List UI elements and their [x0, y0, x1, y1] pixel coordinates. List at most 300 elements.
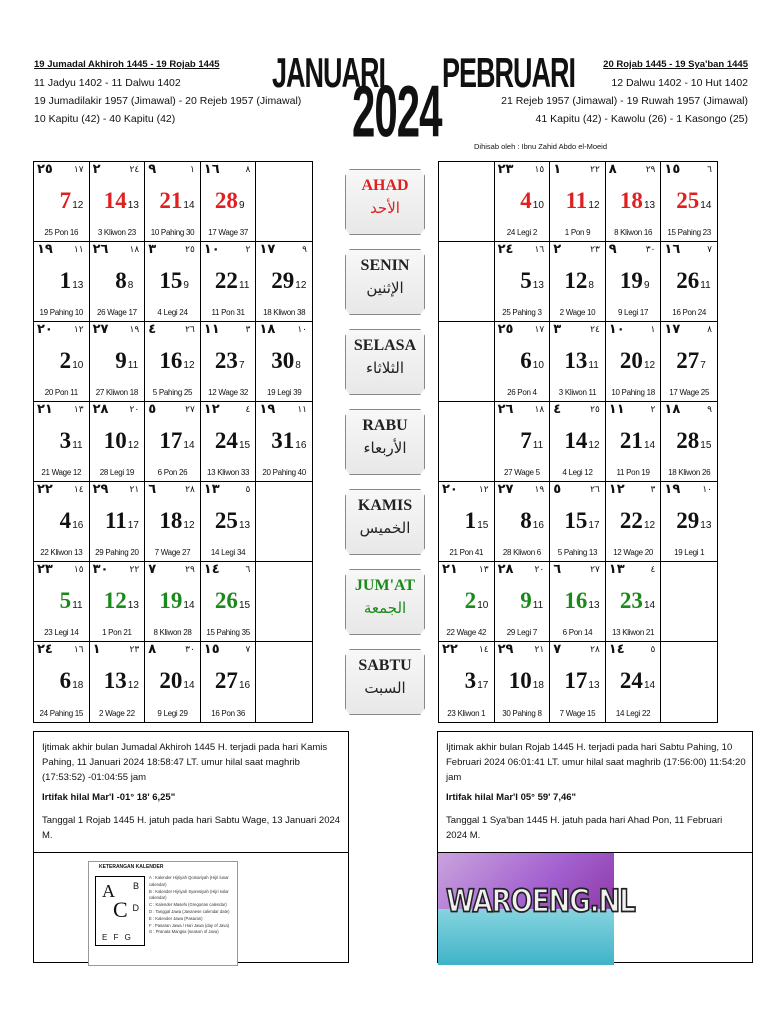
pasaran-label: 20 Pahing 40	[262, 468, 306, 477]
date-cell	[550, 562, 606, 642]
empty-cell	[439, 402, 495, 482]
javanese-date: 11	[239, 280, 250, 291]
day-badge	[344, 647, 426, 727]
gregorian-date: 3	[464, 668, 477, 693]
gregorian-date: 11	[565, 188, 588, 213]
javanese-date: 8	[588, 280, 594, 291]
date-cell	[90, 242, 146, 322]
header-left-line: 19 Jumadal Akhiroh 1445 - 19 Rojab 1445	[34, 59, 220, 70]
date-cell	[439, 562, 495, 642]
pasaran-label: 23 Kliwon 1	[447, 709, 486, 718]
gregorian-date: 18	[159, 508, 183, 533]
pasaran-label: 20 Pon 11	[44, 388, 78, 397]
hijri-solar-date: ٢٤	[590, 325, 600, 335]
gregorian-date: 16	[564, 588, 588, 613]
hijri-solar-date: ٢٧	[185, 405, 195, 415]
hijri-date: ٢٩	[92, 482, 109, 497]
pasaran-label: 8 Kliwon 16	[614, 228, 653, 237]
gregorian-date: 29	[676, 508, 700, 533]
gregorian-date: 3	[59, 428, 72, 453]
gregorian-date: 15	[564, 508, 588, 533]
gregorian-date: 23	[619, 588, 643, 613]
hijri-solar-date: ١٨	[534, 405, 545, 415]
date-cell	[34, 162, 90, 242]
gregorian-date: 15	[159, 268, 183, 293]
legend-label-c: C	[113, 897, 128, 922]
pasaran-label: 8 Kliwon 28	[153, 628, 192, 637]
hijri-solar-date: ١٧	[534, 325, 545, 335]
calendar-legend	[88, 861, 238, 966]
day-name-arabic: الإثنين	[366, 279, 404, 297]
gregorian-date: 2	[464, 588, 477, 613]
date-cell	[34, 402, 90, 482]
date-cell	[439, 482, 495, 562]
javanese-date: 12	[127, 440, 139, 451]
gregorian-date: 5	[520, 268, 532, 293]
hijri-date: ١٠	[608, 322, 625, 337]
hijri-date: ١٥	[203, 642, 220, 657]
gregorian-date: 1	[464, 508, 477, 533]
irtifak-note: Irtifak hilal Mar'I -01° 18' 6,25"	[42, 792, 176, 803]
hijri-solar-date: ٣	[245, 325, 251, 335]
day-name-latin: SELASA	[353, 337, 417, 354]
hijri-date: ٧	[148, 562, 157, 577]
hijri-solar-date: ١٦	[534, 245, 545, 255]
date-cell	[201, 402, 257, 482]
pasaran-label: 25 Pahing 3	[502, 308, 542, 317]
hijri-solar-date: ٩	[302, 245, 307, 255]
date-cell	[606, 482, 662, 562]
day-badge	[344, 327, 426, 407]
hijri-date: ٨	[608, 162, 617, 177]
first-day-note: Tanggal 1 Rojab 1445 H. jatuh pada hari Sabtu Wage, 13 Januari 2024 M.	[42, 815, 341, 841]
hijri-solar-date: ٢٥	[185, 245, 195, 255]
date-cell	[201, 482, 257, 562]
date-cell	[550, 482, 606, 562]
javanese-date: 13	[700, 520, 712, 531]
day-name-latin: AHAD	[361, 177, 409, 194]
legend-item: A : Kalender Hijriyah Qomariyah (Hijri lunar calendar)	[149, 875, 229, 887]
date-cell	[495, 402, 551, 482]
gregorian-date: 25	[676, 188, 700, 213]
legend-item: G : Pranata Mangsa (season of Java)	[149, 929, 219, 935]
hijri-date: ٩	[608, 242, 617, 257]
javanese-date: 12	[644, 520, 656, 531]
hijri-solar-date: ٢٧	[590, 565, 600, 575]
pasaran-label: 29 Legi 7	[506, 628, 537, 637]
hijri-solar-date: ٢٦	[590, 485, 600, 495]
gregorian-date: 20	[159, 668, 183, 693]
legend-item: F : Pasaran Jawa / Hari Jawa (day of Java)	[149, 922, 230, 928]
hijri-solar-date: ٢٣	[590, 245, 600, 255]
hijri-solar-date: ١٤	[478, 645, 489, 655]
month-title-february: PEBRUARI	[442, 50, 576, 97]
hijri-solar-date: ٢٥	[590, 405, 600, 415]
javanese-date: 17	[477, 680, 489, 691]
date-cell	[661, 162, 717, 242]
pasaran-label: 28 Legi 19	[99, 468, 135, 477]
date-cell	[201, 322, 257, 402]
javanese-date: 14	[183, 200, 195, 211]
hijri-date: ٢	[553, 242, 562, 257]
date-cell	[145, 242, 201, 322]
date-cell	[145, 322, 201, 402]
date-cell	[495, 322, 551, 402]
legend-item: C : Kalender Masehi (Gregorian calendar)	[149, 902, 227, 908]
pasaran-label: 26 Wage 17	[96, 308, 137, 317]
gregorian-date: 4	[520, 188, 532, 213]
hijri-date: ١٣	[203, 482, 220, 497]
javanese-date: 18	[532, 680, 544, 691]
hijri-date: ٦	[553, 562, 562, 577]
hijri-solar-date: ١	[650, 325, 656, 335]
date-cell	[145, 162, 201, 242]
pasaran-label: 1 Pon 9	[564, 228, 591, 237]
hijri-solar-date: ١٣	[73, 405, 84, 415]
gregorian-date: 4	[59, 508, 72, 533]
hijri-date: ١٧	[664, 322, 681, 337]
date-cell	[495, 482, 551, 562]
waroeng-banner[interactable]	[438, 853, 635, 965]
day-name-latin: SENIN	[360, 257, 410, 274]
javanese-date: 13	[72, 280, 84, 291]
date-cell	[201, 242, 257, 322]
hijri-date: ١	[92, 642, 101, 657]
pasaran-label: 27 Wage 5	[504, 468, 540, 477]
gregorian-date: 8	[115, 268, 127, 293]
date-cell	[439, 642, 495, 722]
gregorian-date: 1	[59, 268, 72, 293]
javanese-date: 17	[127, 520, 139, 531]
gregorian-date: 17	[159, 428, 183, 453]
empty-cell	[256, 562, 312, 642]
hijri-solar-date: ٧	[707, 245, 712, 255]
hijri-solar-date: ١٩	[129, 325, 140, 335]
pasaran-label: 15 Pahing 35	[206, 628, 250, 637]
hijri-date: ١٤	[608, 642, 625, 657]
javanese-date: 12	[644, 360, 656, 371]
day-name-latin: JUM'AT	[354, 577, 416, 594]
hijri-date: ٢٠	[37, 322, 53, 337]
hijri-date: ١	[553, 162, 562, 177]
date-cell	[606, 402, 662, 482]
hijri-date: ١١	[203, 322, 220, 337]
empty-cell	[256, 482, 312, 562]
pasaran-label: 19 Legi 1	[674, 548, 705, 557]
notes-february	[437, 731, 753, 963]
javanese-date: 15	[239, 600, 251, 611]
day-name-arabic: الأربعاء	[363, 439, 407, 457]
pasaran-label: 28 Kliwon 6	[502, 548, 541, 557]
header-right-line: 21 Rejeb 1957 (Jimawal) - 19 Ruwah 1957 (Jimawal)	[501, 95, 748, 107]
hijri-date: ٢	[92, 162, 101, 177]
empty-cell	[256, 642, 312, 722]
legend-label-b: B	[132, 881, 139, 891]
hijri-solar-date: ١٦	[73, 645, 84, 655]
hijri-solar-date: ١٨	[129, 245, 140, 255]
date-cell	[201, 642, 257, 722]
hijri-date: ٥	[553, 482, 562, 497]
gregorian-date: 12	[564, 268, 588, 293]
gregorian-date: 6	[59, 668, 72, 693]
hijri-date: ١١	[608, 402, 625, 417]
empty-cell	[439, 322, 495, 402]
javanese-date: 11	[127, 360, 139, 371]
gregorian-date: 26	[676, 268, 700, 293]
day-name-latin: KAMIS	[357, 497, 413, 514]
gregorian-date: 21	[159, 188, 183, 213]
hijri-solar-date: ٢٤	[129, 165, 140, 175]
pasaran-label: 5 Pahing 13	[557, 548, 598, 557]
javanese-date: 11	[72, 600, 83, 611]
date-cell	[201, 562, 257, 642]
pasaran-label: 17 Wage 37	[208, 228, 249, 237]
pasaran-label: 25 Pon 16	[44, 228, 79, 237]
pasaran-label: 2 Wage 10	[559, 308, 596, 317]
date-cell	[34, 242, 90, 322]
hijri-solar-date: ١١	[297, 405, 307, 415]
date-cell	[550, 322, 606, 402]
gregorian-date: 21	[619, 428, 643, 453]
hijri-solar-date: ١٩	[534, 485, 545, 495]
javanese-date: 17	[588, 520, 600, 531]
date-cell	[90, 322, 146, 402]
javanese-date: 12	[588, 440, 600, 451]
hijri-solar-date: ١٥	[534, 165, 545, 175]
date-cell	[90, 562, 146, 642]
javanese-date: 13	[588, 600, 600, 611]
hijri-solar-date: ١٠	[702, 485, 712, 495]
hijri-date: ٢٤	[497, 242, 514, 257]
gregorian-date: 26	[214, 588, 238, 613]
hijri-date: ١٩	[37, 242, 53, 257]
hijri-date: ١٤	[203, 562, 220, 577]
hijri-solar-date: ٧	[245, 645, 251, 655]
date-cell	[606, 562, 662, 642]
gregorian-date: 25	[214, 508, 238, 533]
hijri-date: ٢٧	[497, 482, 514, 497]
hijri-solar-date: ٣٠	[185, 645, 195, 655]
pasaran-label: 17 Wage 25	[669, 388, 710, 397]
gregorian-date: 22	[214, 268, 238, 293]
javanese-date: 13	[239, 520, 251, 531]
pasaran-label: 21 Pon 41	[449, 548, 484, 557]
hijri-date: ٤	[553, 402, 562, 417]
gregorian-date: 19	[619, 268, 643, 293]
hijri-date: ٦	[148, 482, 157, 497]
javanese-date: 14	[183, 680, 195, 691]
pasaran-label: 26 Pon 4	[507, 388, 537, 397]
javanese-date: 8	[295, 360, 301, 371]
javanese-date: 9	[644, 280, 650, 291]
date-cell	[495, 242, 551, 322]
javanese-date: 7	[239, 360, 245, 371]
date-cell	[550, 402, 606, 482]
javanese-date: 13	[127, 200, 139, 211]
gregorian-date: 24	[214, 428, 238, 453]
javanese-date: 9	[183, 280, 189, 291]
header-right-line: 12 Dalwu 1402 - 10 Hut 1402	[611, 77, 748, 89]
hijri-date: ١٦	[203, 162, 220, 177]
day-badge	[344, 167, 426, 247]
hijri-solar-date: ١٤	[73, 485, 84, 495]
javanese-date: 11	[72, 440, 83, 451]
pasaran-label: 6 Pon 26	[157, 468, 188, 477]
pasaran-label: 22 Wage 42	[446, 628, 487, 637]
date-cell	[550, 642, 606, 722]
ijtimak-note: Ijtimak akhir bulan Jumadal Akhiroh 1445 H. terjadi pada hari Kamis Pahing, 11 Januari 2024 18:58:47 LT. umur hilal saat maghrib (17:53:52) -01:04:55 jam	[42, 742, 328, 783]
header-right-line: 41 Kapitu (42) - Kawolu (26) - 1 Kasongo (25)	[535, 113, 748, 125]
hijri-solar-date: ٨	[245, 165, 251, 175]
pasaran-label: 6 Pon 14	[562, 628, 593, 637]
hijri-solar-date: ٢١	[129, 485, 140, 495]
hijri-solar-date: ٢٣	[129, 645, 140, 655]
pasaran-label: 27 Kliwon 18	[95, 388, 138, 397]
hijri-date: ٥	[148, 402, 157, 417]
date-cell	[145, 642, 201, 722]
gregorian-date: 5	[59, 588, 72, 613]
pasaran-label: 11 Pon 19	[616, 468, 650, 477]
month-title-january: JANUARI	[272, 50, 386, 97]
gregorian-date: 19	[159, 588, 183, 613]
hijri-date: ٣٠	[92, 562, 109, 577]
legend-cell-diagram	[95, 876, 145, 946]
header-left-line: 11 Jadyu 1402 - 11 Dalwu 1402	[34, 77, 181, 89]
gregorian-date: 12	[103, 588, 127, 613]
hijri-solar-date: ٢٩	[185, 565, 195, 575]
javanese-date: 15	[239, 440, 251, 451]
javanese-date: 12	[127, 680, 139, 691]
pasaran-label: 9 Legi 29	[157, 709, 188, 718]
pasaran-label: 7 Wage 27	[154, 548, 191, 557]
date-cell	[90, 482, 146, 562]
irtifak-note: Irtifak hilal Mar'I 05° 59' 7,46"	[446, 792, 577, 803]
hijri-date: ١٧	[259, 242, 276, 257]
legend-label-efg: E F G	[102, 933, 133, 942]
gregorian-date: 14	[103, 188, 127, 213]
gregorian-date: 27	[214, 668, 238, 693]
gregorian-date: 14	[564, 428, 588, 453]
javanese-date: 10	[477, 600, 489, 611]
day-name-arabic: الخميس	[359, 519, 411, 537]
javanese-date: 13	[532, 280, 544, 291]
author-credit: Dihisab oleh : Ibnu Zahid Abdo el-Moeid	[474, 142, 608, 151]
day-badge	[344, 487, 426, 567]
hijri-solar-date: ١٢	[73, 325, 84, 335]
day-name-arabic: السبت	[364, 679, 406, 697]
gregorian-date: 16	[159, 348, 183, 373]
gregorian-date: 28	[214, 188, 238, 213]
legend-title: KETERANGAN KALENDER	[99, 864, 164, 870]
pasaran-label: 22 Kliwon 13	[40, 548, 83, 557]
gregorian-date: 17	[564, 668, 588, 693]
date-cell	[256, 402, 312, 482]
pasaran-label: 23 Legi 14	[44, 628, 79, 637]
gregorian-date: 24	[619, 668, 643, 693]
pasaran-label: 19 Pahing 10	[39, 308, 84, 317]
hijri-solar-date: ٢٠	[534, 565, 545, 575]
javanese-date: 10	[532, 360, 544, 371]
pasaran-label: 24 Legi 2	[506, 228, 537, 237]
javanese-date: 14	[644, 680, 656, 691]
date-cell	[145, 562, 201, 642]
javanese-date: 12	[183, 360, 195, 371]
hijri-date: ١٨	[259, 322, 276, 337]
javanese-date: 11	[532, 440, 544, 451]
pasaran-label: 18 Kliwon 26	[668, 468, 711, 477]
gregorian-date: 27	[676, 348, 700, 373]
javanese-date: 18	[72, 680, 84, 691]
pasaran-label: 19 Legi 39	[267, 388, 302, 397]
hijri-solar-date: ٨	[707, 325, 712, 335]
date-cell	[34, 562, 90, 642]
javanese-date: 14	[644, 600, 656, 611]
hijri-date: ٢٨	[497, 562, 514, 577]
january-calendar-grid	[33, 161, 313, 723]
hijri-solar-date: ٣	[650, 485, 656, 495]
hijri-solar-date: ٥	[650, 645, 656, 655]
javanese-date: 14	[183, 600, 195, 611]
hijri-solar-date: ٢١	[534, 645, 545, 655]
pasaran-label: 1 Pon 21	[102, 628, 132, 637]
javanese-date: 11	[532, 600, 544, 611]
date-cell	[256, 322, 312, 402]
day-name-arabic: الأحد	[370, 199, 400, 217]
hijri-date: ٢٢	[37, 482, 53, 497]
day-name-column	[344, 167, 426, 727]
day-name-arabic: الجمعة	[363, 599, 407, 617]
hijri-date: ٢٦	[92, 242, 109, 257]
javanese-date: 8	[127, 280, 134, 291]
date-cell	[145, 402, 201, 482]
javanese-date: 10	[532, 200, 544, 211]
javanese-date: 14	[644, 440, 656, 451]
hijri-solar-date: ٤	[245, 405, 251, 415]
date-cell	[606, 322, 662, 402]
hijri-date: ١٣	[608, 562, 625, 577]
date-cell	[34, 322, 90, 402]
pasaran-label: 16 Pon 36	[211, 709, 245, 718]
javanese-date: 10	[72, 360, 84, 371]
pasaran-label: 13 Kliwon 21	[611, 628, 655, 637]
gregorian-date: 6	[520, 348, 532, 373]
hijri-date: ١٩	[664, 482, 681, 497]
gregorian-date: 7	[520, 428, 532, 453]
date-cell	[90, 162, 146, 242]
hijri-date: ١٥	[664, 162, 681, 177]
gregorian-date: 31	[271, 428, 295, 453]
gregorian-date: 23	[214, 348, 238, 373]
hijri-date: ٢٨	[92, 402, 109, 417]
date-cell	[90, 642, 146, 722]
date-cell	[34, 482, 90, 562]
date-cell	[606, 162, 662, 242]
hijri-date: ١٦	[664, 242, 681, 257]
javanese-date: 13	[644, 200, 656, 211]
legend-label-d: D	[132, 903, 139, 913]
pasaran-label: 9 Legi 17	[617, 308, 649, 317]
banner-logo-text: WAROENG.NL	[446, 884, 635, 920]
hijri-solar-date: ٦	[245, 565, 251, 575]
date-cell	[606, 242, 662, 322]
date-cell	[145, 482, 201, 562]
hijri-date: ٢٧	[92, 322, 109, 337]
pasaran-label: 12 Wage 20	[613, 548, 654, 557]
pasaran-label: 12 Wage 32	[208, 388, 249, 397]
gregorian-date: 28	[676, 428, 700, 453]
hijri-solar-date: ٢٨	[590, 645, 600, 655]
pasaran-label: 4 Legi 12	[562, 468, 593, 477]
